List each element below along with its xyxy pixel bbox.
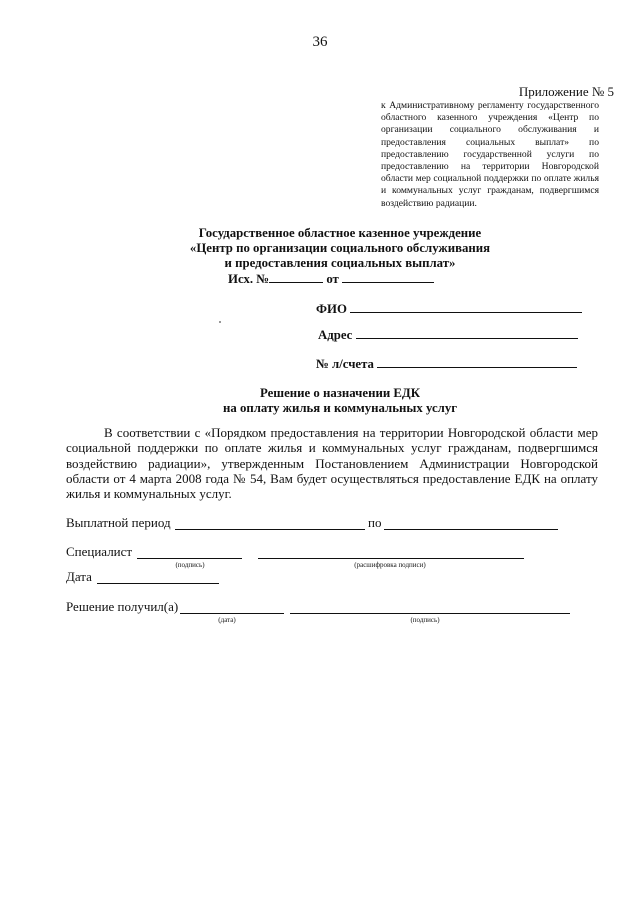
reference-number-field[interactable]	[269, 270, 323, 283]
address-field[interactable]	[356, 326, 578, 339]
account-field[interactable]	[377, 355, 577, 368]
decision-title-line-1: Решение о назначении ЕДК	[259, 386, 421, 400]
address-row	[318, 326, 578, 343]
reference-number-label: Исх. №	[228, 272, 270, 286]
fio-row	[316, 300, 582, 317]
organization-line-2: «Центр по организации социального обслуживания	[189, 240, 491, 255]
received-signature-field[interactable]	[290, 613, 570, 614]
specialist-signature-caption: (подпись)	[175, 561, 205, 569]
decision-title	[160, 386, 520, 416]
date-field[interactable]	[97, 583, 219, 584]
payment-period-to-field[interactable]	[384, 529, 558, 530]
payment-period-label: Выплатной период	[66, 515, 171, 530]
fio-field[interactable]	[350, 300, 582, 313]
scan-speck	[219, 321, 221, 323]
received-label: Решение получил(а)	[66, 599, 179, 614]
organization-header	[160, 226, 520, 270]
reference-date-field[interactable]	[342, 270, 434, 283]
page-number: 36	[312, 34, 328, 50]
organization-line-3: и предоставления социальных выплат»	[224, 255, 456, 270]
decision-title-line-2: на оплату жилья и коммунальных услуг	[222, 401, 458, 415]
specialist-label: Специалист	[66, 544, 133, 559]
decision-body-text: В соответствии с «Порядком предоставления на территории Новгородской области мер социальной поддержки по оплате жилья и коммунальных услуг гражданам, подвергшимся воздействию радиации», утвержденным Постановлением Администрации Новгородской области от 4 марта 2008 года № 54, Вам будет осуществляться предоставление ЕДК на оплату жилья и коммунальных услуг.	[66, 425, 598, 502]
specialist-decryption-caption: (расшифровка подписи)	[354, 561, 426, 569]
specialist-signature-field[interactable]	[137, 558, 242, 559]
received-date-caption: (дата)	[218, 616, 236, 624]
organization-line-1: Государственное областное казенное учреждение	[198, 226, 482, 240]
appendix-text: к Административному регламенту государственного областного казенного учреждения «Центр по организации социального обслуживания и предоставления социальных выплат» по предоставлению государственной услуги по предоставлению на территории Новгородской области мер социальной поддержки по оплате жилья и коммунальных услуг гражданам, подвергшимся воздействию радиации.	[381, 100, 599, 209]
payment-period-from-field[interactable]	[175, 529, 365, 530]
received-signature-caption: (подпись)	[410, 616, 440, 624]
date-label: Дата	[66, 569, 92, 584]
specialist-decryption-field[interactable]	[258, 558, 524, 559]
appendix-title: Приложение № 5	[518, 84, 614, 99]
reference-date-label: от	[326, 272, 339, 286]
reference-line	[228, 270, 434, 287]
fio-label: ФИО	[316, 302, 347, 316]
address-label: Адрес	[318, 328, 353, 342]
account-row	[316, 355, 577, 372]
account-label: № л/счета	[316, 357, 374, 371]
payment-period-to-label: по	[368, 515, 382, 530]
received-date-field[interactable]	[180, 613, 284, 614]
